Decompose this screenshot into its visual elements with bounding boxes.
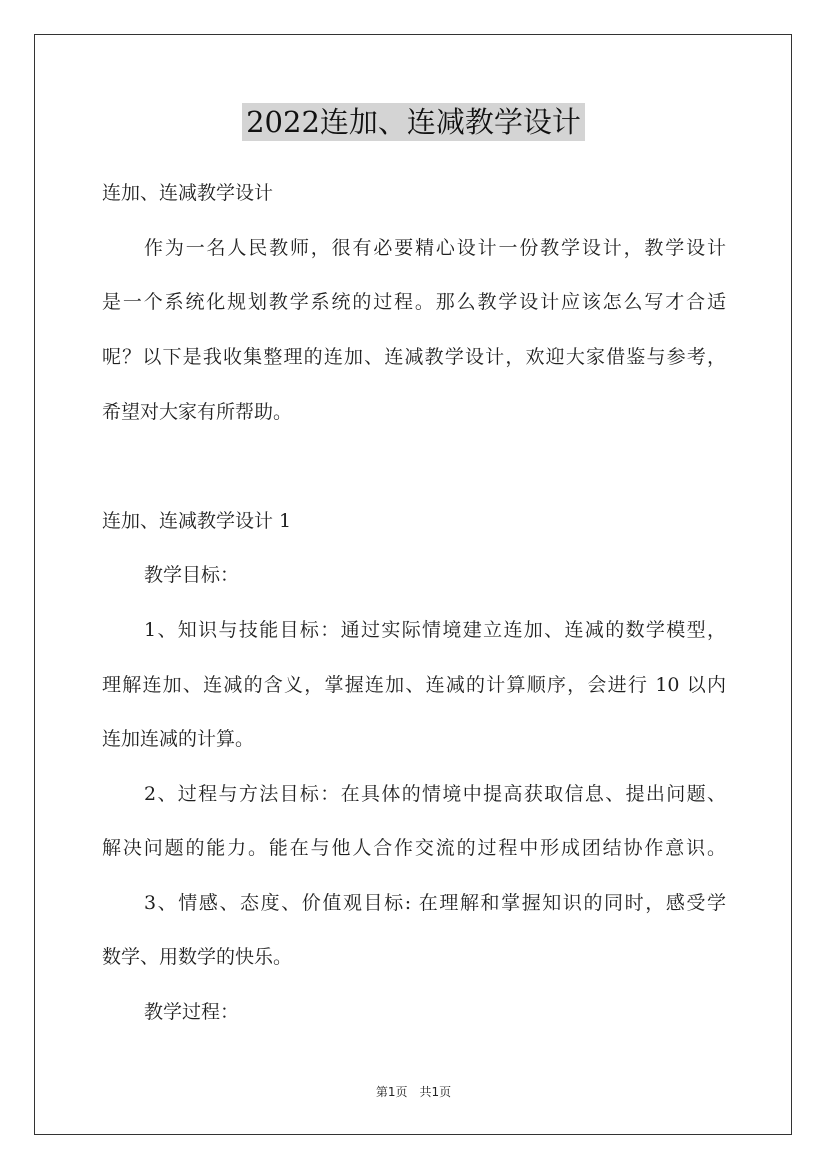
objective-3-line-2: 数学、用数学的快乐。 [102, 946, 293, 968]
intro-paragraph-line-3: 呢？以下是我收集整理的连加、连减教学设计，欢迎大家借鉴与参考， [102, 346, 726, 368]
doc-heading: 连加、连减教学设计 [102, 182, 274, 204]
objective-3-line-1: 3、情感、态度、价值观目标: 在理解和掌握知识的同时，感受学 [144, 892, 726, 914]
intro-paragraph-line-2: 是一个系统化规划教学系统的过程。那么教学设计应该怎么写才合适 [102, 291, 726, 313]
objective-1-line-2: 理解连加、连减的含义，掌握连加、连减的计算顺序，会进行 10 以内 [102, 674, 726, 696]
objectives-heading: 教学目标： [144, 564, 240, 586]
objective-2-line-1: 2、过程与方法目标：在具体的情境中提高获取信息、提出问题、 [144, 783, 726, 805]
objective-2-line-2: 解决问题的能力。能在与他人合作交流的过程中形成团结协作意识。 [102, 837, 726, 859]
intro-paragraph-line-1: 作为一名人民教师，很有必要精心设计一份教学设计，教学设计 [144, 237, 726, 259]
objective-1-line-1: 1、知识与技能目标：通过实际情境建立连加、连减的数学模型， [144, 619, 726, 641]
page-footer [0, 1084, 827, 1100]
title-area [0, 103, 827, 141]
page-number: 第1页 [375, 1085, 408, 1099]
objective-1-line-3: 连加连减的计算。 [102, 728, 255, 750]
process-heading: 教学过程： [144, 1001, 240, 1023]
section-heading-1: 连加、连减教学设计 1 [102, 510, 292, 532]
document-title: 2022连加、连减教学设计 [242, 103, 585, 141]
page-total: 共1页 [419, 1085, 452, 1099]
intro-paragraph-line-4: 希望对大家有所帮助。 [102, 401, 293, 423]
